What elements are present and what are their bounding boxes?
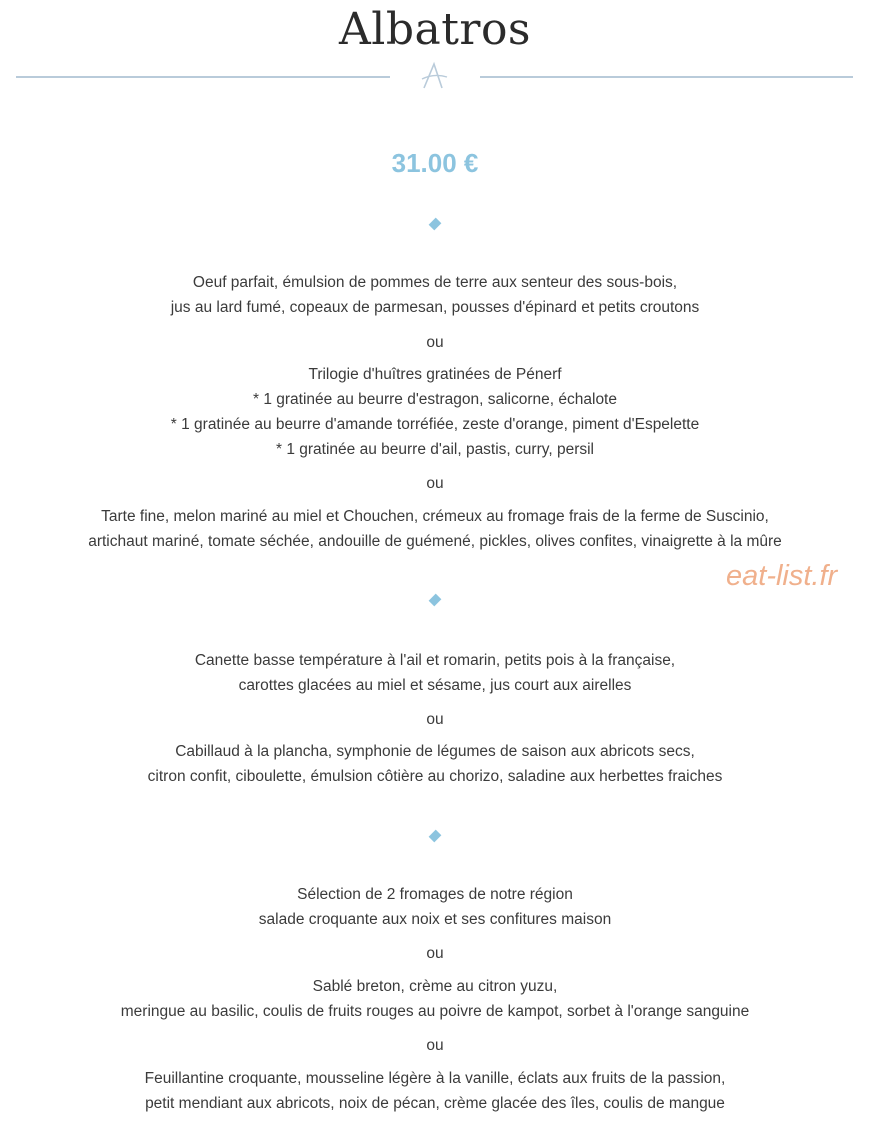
dish-line: * 1 gratinée au beurre d'ail, pastis, curry, persil bbox=[276, 441, 594, 458]
menu-price: 31.00 € bbox=[391, 148, 479, 178]
option-separator: ou bbox=[426, 475, 444, 492]
menu-title: Albatros bbox=[338, 4, 532, 55]
dish-line: jus au lard fumé, copeaux de parmesan, pousses d'épinard et petits croutons bbox=[170, 299, 700, 316]
dessert-option bbox=[0, 974, 870, 1024]
option-separator: ou bbox=[426, 334, 444, 351]
dish-line: artichaut mariné, tomate séchée, andouille de guémené, pickles, olives confites, vinaigrette à la mûre bbox=[88, 533, 782, 550]
dish-line: Oeuf parfait, émulsion de pommes de terre aux senteur des sous-bois, bbox=[192, 274, 678, 291]
dish-line: petit mendiant aux abricots, noix de pécan, crème glacée des îles, coulis de mangue bbox=[145, 1095, 725, 1112]
starter-option bbox=[0, 270, 870, 320]
dish-line: Tarte fine, melon mariné au miel et Chouchen, crémeux au fromage frais de la ferme de Suscinio, bbox=[101, 508, 769, 525]
option-separator: ou bbox=[426, 945, 444, 962]
section-diamond-icon bbox=[429, 830, 442, 843]
dish-line: salade croquante aux noix et ses confitures maison bbox=[258, 911, 612, 928]
dish-line: Trilogie d'huîtres gratinées de Pénerf bbox=[308, 366, 562, 383]
dish-line: * 1 gratinée au beurre d'amande torréfiée, zeste d'orange, piment d'Espelette bbox=[170, 416, 700, 433]
section-diamond-icon bbox=[429, 594, 442, 607]
option-separator: ou bbox=[426, 711, 444, 728]
dish-line: Cabillaud à la plancha, symphonie de légumes de saison aux abricots secs, bbox=[175, 743, 695, 760]
dish-line: Canette basse température à l'ail et romarin, petits pois à la française, bbox=[194, 652, 676, 669]
dish-line: citron confit, ciboulette, émulsion côtière au chorizo, saladine aux herbettes fraiches bbox=[147, 768, 723, 785]
dish-line: Feuillantine croquante, mousseline légère à la vanille, éclats aux fruits de la passion, bbox=[144, 1070, 726, 1087]
main-option bbox=[0, 648, 870, 698]
section-diamond-icon bbox=[429, 218, 442, 231]
main-option bbox=[0, 739, 870, 789]
watermark-logo: eat-list.fr bbox=[726, 560, 838, 592]
dish-line: carottes glacées au miel et sésame, jus court aux airelles bbox=[238, 677, 632, 694]
title-divider-left bbox=[16, 76, 390, 78]
albatros-emblem-icon bbox=[420, 58, 448, 92]
option-separator: ou bbox=[426, 1037, 444, 1054]
title-divider-right bbox=[480, 76, 853, 78]
dish-line: * 1 gratinée au beurre d'estragon, salicorne, échalote bbox=[252, 391, 617, 408]
dish-line: meringue au basilic, coulis de fruits rouges au poivre de kampot, sorbet à l'orange sanguine bbox=[120, 1003, 750, 1020]
dessert-option bbox=[0, 882, 870, 932]
starter-option bbox=[0, 362, 870, 462]
dish-line: Sablé breton, crème au citron yuzu, bbox=[312, 978, 558, 995]
dessert-option bbox=[0, 1066, 870, 1116]
starter-option bbox=[0, 504, 870, 554]
dish-line: Sélection de 2 fromages de notre région bbox=[297, 886, 573, 903]
